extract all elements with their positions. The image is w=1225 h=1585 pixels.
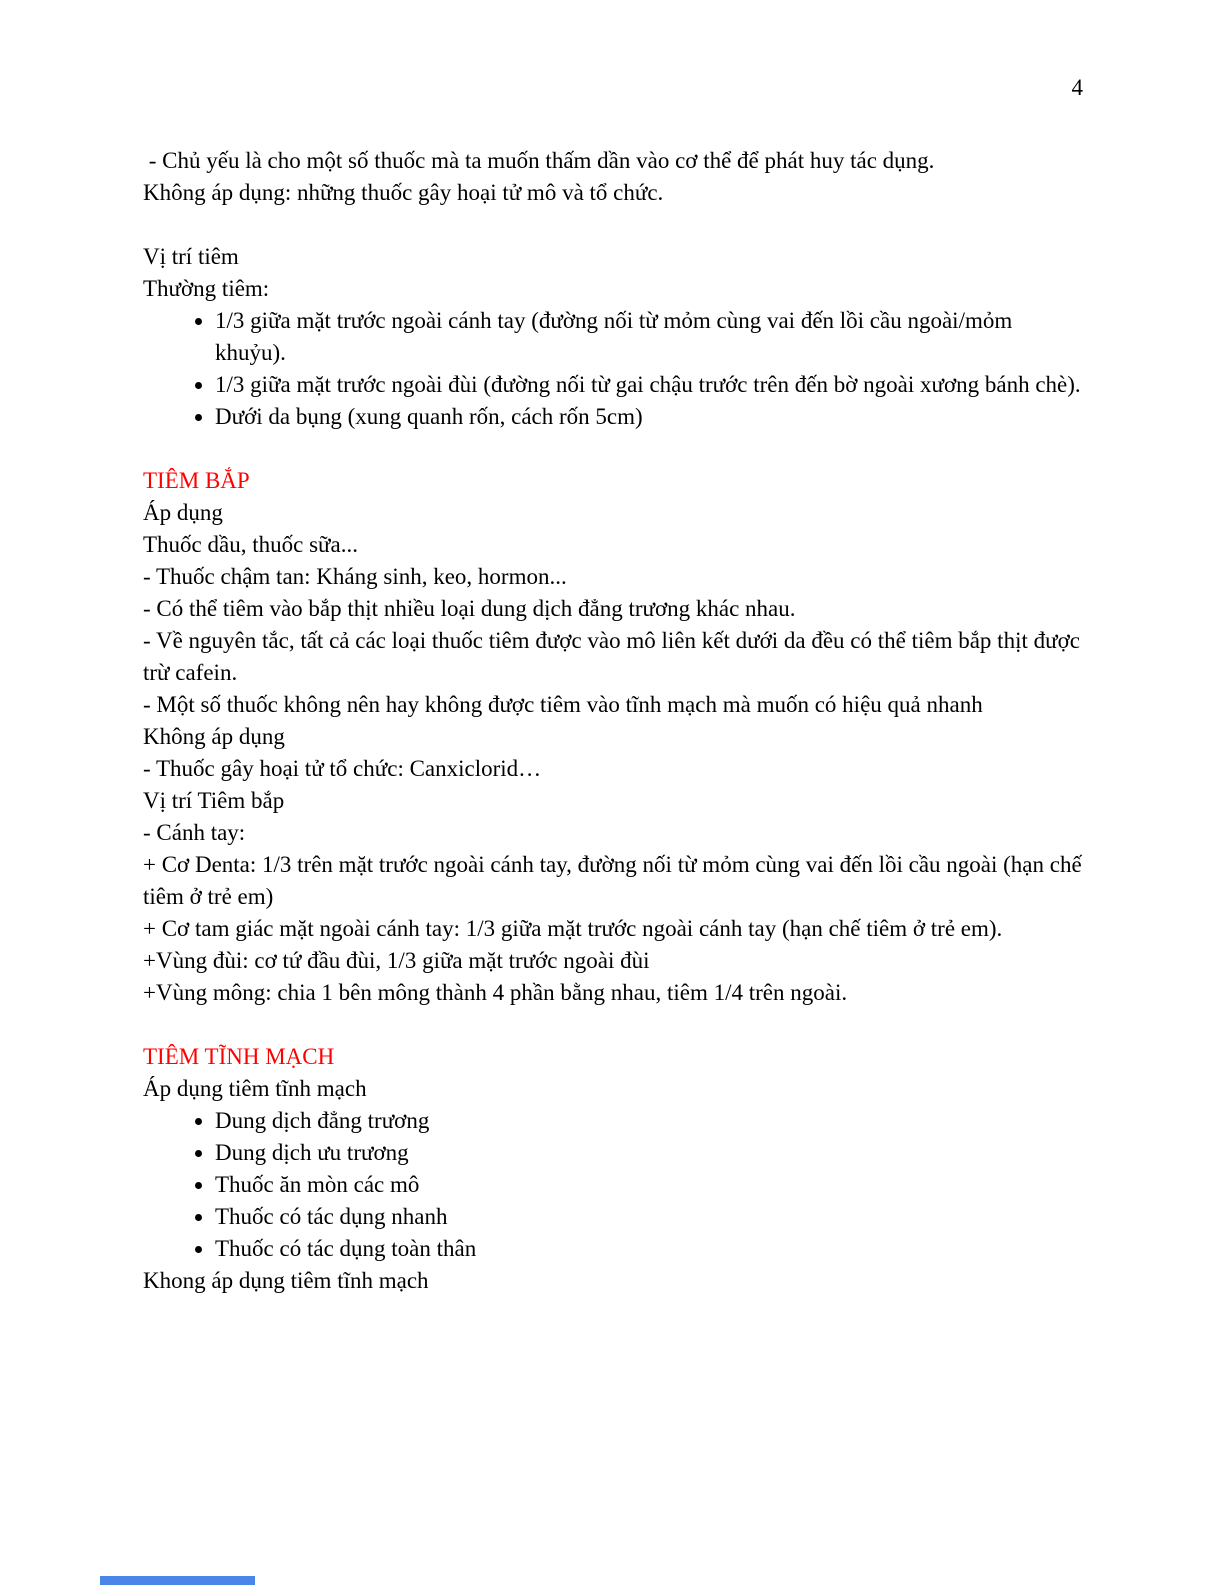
vi-tri-tiem-title: Vị trí tiêm (143, 244, 239, 269)
tiem-bap-line: - Về nguyên tắc, tất cả các loại thuốc tiêm được vào mô liên kết dưới da đều có thể tiêm bắp thịt được trừ cafein. (143, 628, 1086, 685)
blank-line (143, 209, 1083, 241)
list-item: • Thuốc ăn mòn các mô (215, 1169, 1083, 1201)
page-number: 4 (1071, 75, 1083, 100)
list-item: • Thuốc có tác dụng toàn thân (215, 1233, 1083, 1265)
tiem-bap-line: +Vùng mông: chia 1 bên mông thành 4 phần bằng nhau, tiêm 1/4 trên ngoài. (143, 980, 848, 1005)
tiem-bap-line: + Cơ tam giác mặt ngoài cánh tay: 1/3 giữa mặt trước ngoài cánh tay (hạn chế tiêm ở trẻ em). (143, 916, 1003, 941)
intro-paragraph-1: - Chủ yếu là cho một số thuốc mà ta muốn thấm dần vào cơ thể để phát huy tác dụng. (143, 148, 935, 173)
list-item: • Dưới da bụng (xung quanh rốn, cách rốn 5cm) (215, 401, 1083, 433)
tiem-bap-line: - Thuốc chậm tan: Kháng sinh, keo, hormon... (143, 564, 567, 589)
partial-blue-element (100, 1576, 255, 1585)
tiem-bap-line: - Thuốc gây hoại tử tổ chức: Canxiclorid… (143, 756, 542, 781)
list-item: • Dung dịch đẳng trương (215, 1105, 1083, 1137)
tiem-bap-line: +Vùng đùi: cơ tứ đầu đùi, 1/3 giữa mặt trước ngoài đùi (143, 948, 650, 973)
tiem-bap-line: - Một số thuốc không nên hay không được tiêm vào tĩnh mạch mà muốn có hiệu quả nhanh (143, 692, 983, 717)
list-item: • 1/3 giữa mặt trước ngoài đùi (đường nối từ gai chậu trước trên đến bờ ngoài xương bánh chè). (215, 369, 1083, 401)
tiem-bap-line: Vị trí Tiêm bắp (143, 788, 285, 813)
intro-paragraph-2: Không áp dụng: những thuốc gây hoại tử mô và tổ chức. (143, 180, 664, 205)
blank-line (143, 433, 1083, 465)
tiem-tinh-mach-bullet-list (143, 1105, 1083, 1265)
tiem-bap-line: - Cánh tay: (143, 820, 246, 845)
blank-line (143, 1009, 1083, 1041)
tiem-tinh-mach-subtitle: Áp dụng tiêm tĩnh mạch (143, 1076, 367, 1101)
tiem-bap-line: Thuốc dầu, thuốc sữa... (143, 532, 358, 557)
tiem-bap-line: - Có thể tiêm vào bắp thịt nhiều loại dung dịch đẳng trương khác nhau. (143, 596, 796, 621)
list-item: • Dung dịch ưu trương (215, 1137, 1083, 1169)
tiem-bap-line: + Cơ Denta: 1/3 trên mặt trước ngoài cánh tay, đường nối từ mỏm cùng vai đến lồi cầu ngoài (hạn chế tiêm ở trẻ em) (143, 852, 1088, 909)
section-heading-tiem-bap: TIÊM BẮP (143, 468, 250, 493)
list-item: • 1/3 giữa mặt trước ngoài cánh tay (đường nối từ mỏm cùng vai đến lồi cầu ngoài/mỏm khuỷu). (215, 305, 1083, 369)
tiem-bap-line: Không áp dụng (143, 724, 285, 749)
tiem-bap-line: Áp dụng (143, 500, 223, 525)
document-content (143, 145, 1088, 1297)
tiem-tinh-mach-footer-line: Khong áp dụng tiêm tĩnh mạch (143, 1268, 429, 1293)
section-heading-tiem-tinh-mach: TIÊM TĨNH MẠCH (143, 1044, 335, 1069)
list-item: • Thuốc có tác dụng nhanh (215, 1201, 1083, 1233)
vi-tri-tiem-subtitle: Thường tiêm: (143, 276, 270, 301)
vi-tri-tiem-bullet-list (143, 305, 1083, 433)
